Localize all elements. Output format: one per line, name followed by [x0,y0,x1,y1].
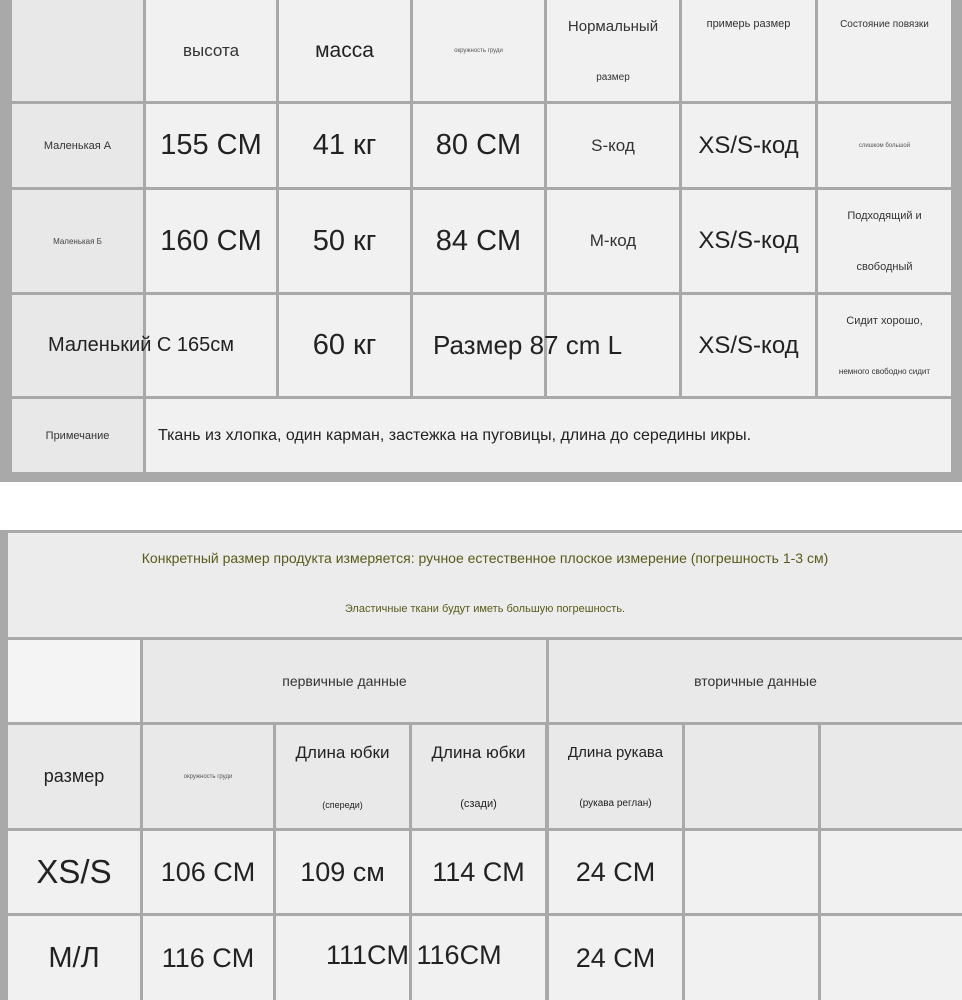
secondary-data-header [549,640,962,722]
bust-value [143,916,273,1000]
empty-header-cell [821,725,962,828]
header-bust-text: окружность груди [454,47,503,54]
fit-line2: немного свободно сидит [838,367,931,376]
normal-size-value [547,104,679,187]
secondary-data-text: вторичные данные [694,673,817,689]
size-value [8,916,140,1000]
size-header [8,725,140,828]
fit-value [818,295,951,396]
row-label-text: Маленькая Б [53,236,102,246]
fit-line1: Сидит хорошо, [846,315,923,327]
header-empty-cell [12,0,143,101]
skirt-front-text: 109 см [300,856,385,887]
note-text-content: Ткань из хлопка, один карман, застежка на пуговицы, длина до середины икры. [158,426,752,444]
tryon-value [682,295,815,396]
skirt-front-line2: (спереди) [322,799,363,810]
size-value-text: XS/S [36,853,112,890]
size-header-text: размер [43,766,105,786]
skirt-back-text: 114 CM [432,856,525,887]
header-fit [818,0,951,101]
tryon-value-text: XS/S-код [698,227,799,254]
bust-value-text: 116 CM [161,942,255,973]
header-normal-line2: размер [596,71,630,83]
empty-cell [685,916,818,1000]
header-tryon [682,0,815,101]
sleeve-value [549,916,682,1000]
sleeve-value [549,831,682,913]
fit-value [818,190,951,292]
bust-value-text: 84 CM [435,224,522,257]
primary-data-text: первичные данные [282,673,407,689]
header-empty-cell [8,640,140,722]
tryon-value-text: XS/S-код [698,131,799,159]
skirt-front-value [276,831,409,913]
header-bust [413,0,544,101]
skirt-back-header [412,725,545,828]
header-tryon-text: примерь размер [706,18,791,30]
weight-value-text: 41 кг [312,129,377,161]
sleeve-line2: (рукава реглан) [579,798,652,810]
measurement-title [8,533,962,637]
weight-value-text: 50 кг [312,224,377,257]
bust-header-text: окружность груди [183,773,233,780]
header-fit-text: Состояние повязки [840,19,929,30]
separator-band [0,482,962,530]
bust-value-text: Размер 87 cm L [433,330,623,360]
primary-data-header [143,640,546,722]
tryon-value-text: XS/S-код [698,331,799,359]
bust-value [413,190,544,292]
fit-value [818,104,951,187]
header-normal-line1: Нормальный [567,18,659,36]
title-line2: Эластичные ткани будут иметь большую погрешность. [344,603,626,615]
fit-value-text: слишком большой [858,142,911,149]
title-line1: Конкретный размер продукта измеряется: ручное естественное плоское измерение (погрешность 1-3 см) [141,550,829,566]
sleeve-header [549,725,682,828]
row-label [12,190,143,292]
height-value [146,104,276,187]
skirt-front-line1: Длина юбки [295,743,390,763]
height-value-text: 160 CM [160,224,262,257]
size-value [8,831,140,913]
row-label-text: Маленькая А [43,139,112,152]
bust-header [143,725,273,828]
height-value [146,190,276,292]
empty-header-cell [685,725,818,828]
weight-value [279,190,410,292]
bust-value [413,104,544,187]
fit-line1: Подходящий и [847,209,922,222]
row-label-text: Маленький C 165см [48,334,235,356]
note-label-text: Примечание [45,429,110,442]
sleeve-value-text: 24 CM [575,856,656,887]
tryon-value [682,104,815,187]
skirt-front-back-text: 111CM 116CM [326,940,502,970]
fit-line2: свободный [856,260,913,273]
normal-size-text: M-код [589,231,637,250]
header-height [146,0,276,101]
bust-value-text: 80 CM [435,129,522,161]
weight-value [279,104,410,187]
normal-size-text: S-код [591,135,635,155]
bust-value [143,831,273,913]
empty-cell [821,831,962,913]
weight-value [279,295,410,396]
sleeve-value-text: 24 CM [575,942,656,973]
note-text [146,399,951,472]
skirt-back-line1: Длина юбки [431,742,526,762]
header-height-text: высота [182,40,240,60]
size-value-text: М/Л [48,941,100,974]
tryon-value [682,190,815,292]
header-weight-text: масса [315,38,374,62]
empty-cell [821,916,962,1000]
note-label [12,399,143,472]
skirt-back-value [412,831,545,913]
row-label [12,104,143,187]
empty-cell [685,831,818,913]
header-normal-size [547,0,679,101]
skirt-front-header [276,725,409,828]
normal-size-value [547,190,679,292]
skirt-back-line2: (сзади) [460,798,497,811]
height-value-text: 155 CM [160,129,262,161]
weight-value-text: 60 кг [312,329,377,361]
header-weight [279,0,410,101]
bust-value-text: 106 CM [160,856,256,887]
sleeve-line1: Длина рукава [567,743,664,761]
